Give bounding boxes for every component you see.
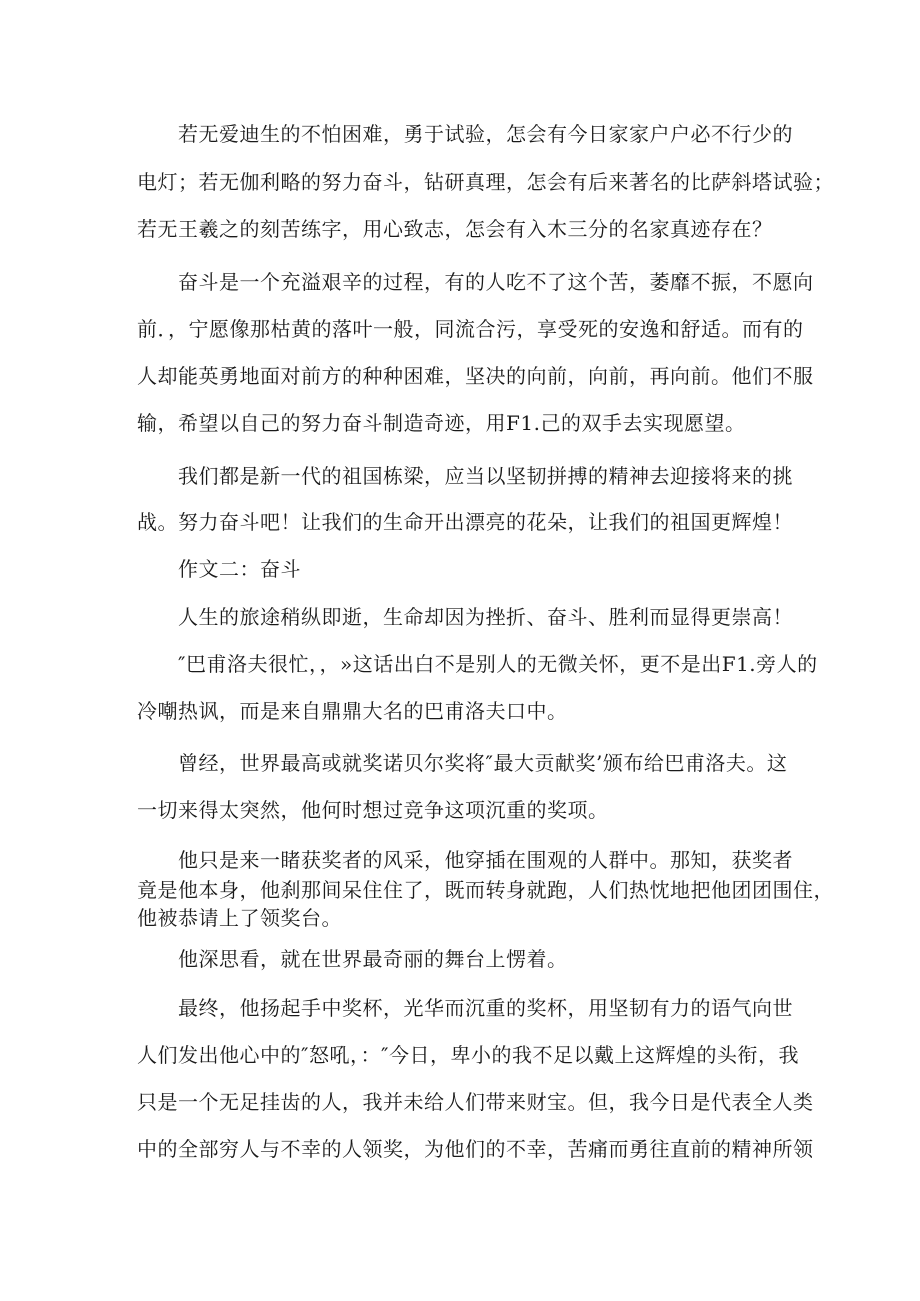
text-line: 我们都是新一代的祖国栋梁，应当以坚韧拼搏的精神去迎接将来的挑 bbox=[178, 464, 793, 488]
text-line: 竟是他本身，他刹那间呆住住了，既而转身就跑，人们热忱地把他团团围住， bbox=[137, 878, 834, 902]
text-line: 输，希望以自己的努力奋斗制造奇迹，用F1.己的双手去实现愿望。 bbox=[137, 411, 746, 435]
text-line: 他深思看，就在世界最奇丽的舞台上愣着。 bbox=[178, 947, 568, 971]
text-line: 人生的旅途稍纵即逝，生命却因为挫折、奋斗、胜利而显得更崇高！ bbox=[178, 605, 793, 629]
text-line: 人却能英勇地面对前方的种种困难，坚决的向前，向前，再向前。他们不服 bbox=[137, 364, 814, 388]
text-line: 他被恭请上了领奖台。 bbox=[137, 906, 342, 930]
text-line: ″巴甫洛夫很忙，，»这话出白不是别人的无微关怀，更不是出F1.旁人的 bbox=[178, 652, 818, 676]
text-line: 冷嘲热讽，而是来自鼎鼎大名的巴甫洛夫口中。 bbox=[137, 699, 568, 723]
text-line: 一切来得太突然，他何时想过竞争这项沉重的奖项。 bbox=[137, 798, 609, 822]
text-line: 若无王羲之的刻苦练字，用心致志，怎会有入木三分的名家真迹存在？ bbox=[137, 217, 773, 241]
heading-text: 作文二：奋斗 bbox=[178, 557, 301, 581]
text-line: 最终，他扬起手中奖杯，光华而沉重的奖杯，用坚韧有力的语气向世 bbox=[178, 996, 793, 1020]
text-line: 前．，宁愿像那枯黄的落叶一般，同流合污，享受死的安逸和舒适。而有的 bbox=[137, 317, 804, 341]
text-line: 战。努力奋斗吧！让我们的生命开出漂亮的花朵，让我们的祖国更辉煌！ bbox=[137, 510, 793, 534]
text-line: 奋斗是一个充溢艰辛的过程，有的人吃不了这个苦，萎靡不振，不愿向 bbox=[178, 270, 814, 294]
text-line: 中的全部穷人与不幸的人领奖，为他们的不幸，苦痛而勇往直前的精神所领 bbox=[137, 1137, 814, 1161]
text-line: 若无爱迪生的不怕困难，勇于试验，怎会有今日家家户户必不行少的 bbox=[178, 122, 793, 146]
text-line: 他只是来一睹获奖者的风采，他穿插在围观的人群中。那知，获奖者 bbox=[178, 848, 793, 872]
text-line: 只是一个无足挂齿的人，我并未给人们带来财宝。但，我今日是代表全人类 bbox=[137, 1090, 814, 1114]
text-line: 电灯；若无伽利略的努力奋斗，钻研真理，怎会有后来著名的比萨斜塔试验； bbox=[137, 170, 834, 194]
text-line: 人们发出他心中的″怒吼，：″今日，卑小的我不足以戴上这辉煌的头衔，我 bbox=[137, 1043, 799, 1067]
text-line: 曾经，世界最高或就奖诺贝尔奖将″最大贡献奖’颁布给巴甫洛夫。这 bbox=[178, 751, 788, 775]
